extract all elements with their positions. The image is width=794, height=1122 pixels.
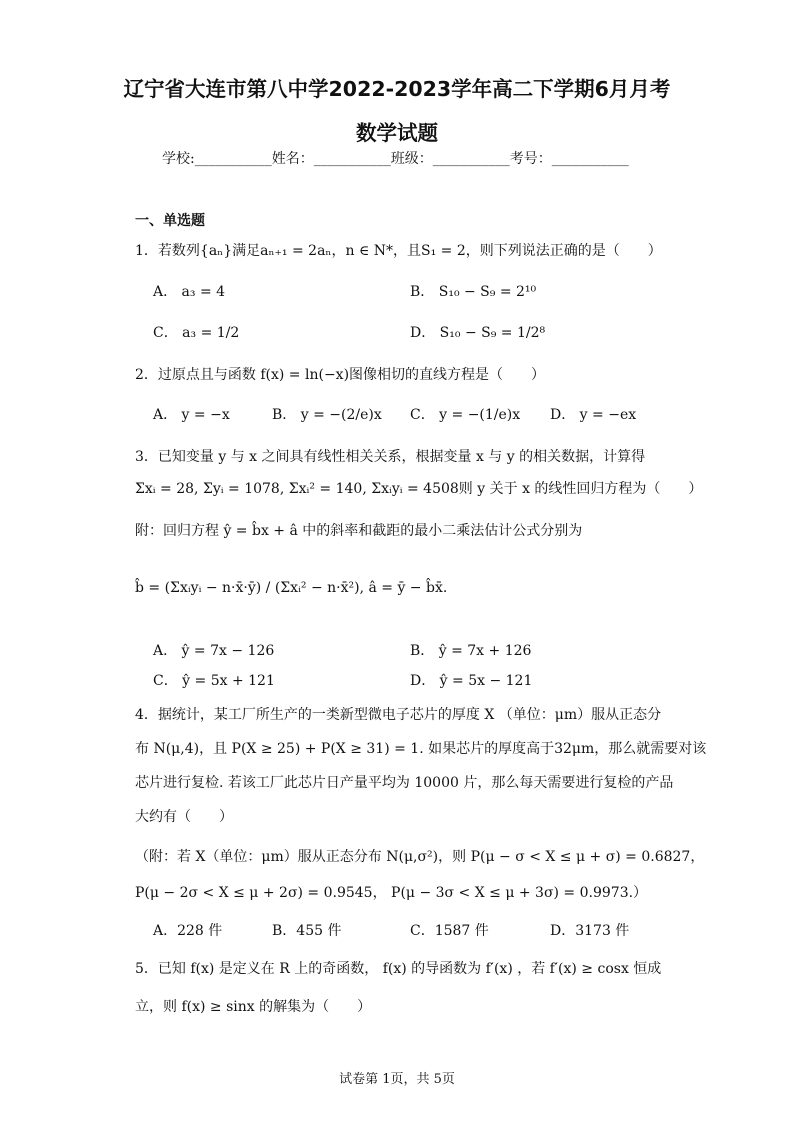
- section-title: 一、单选题: [135, 213, 205, 229]
- q2-stem: 2．过原点且与函数 f(x) = ln(−x)图像相切的直线方程是（ ）: [135, 367, 546, 383]
- q4-option-a: A．228 件: [153, 923, 223, 939]
- q2-option-c: C． y = −(1/e)x: [410, 407, 521, 423]
- q4-line3: 芯片进行复检. 若该工厂此芯片日产量平均为 10000 片，那么每天需要进行复检的产品: [135, 775, 674, 791]
- page-footer: 试卷第 1页，共 5页: [339, 1072, 455, 1087]
- q4-note1: （附：若 X（单位：μm）服从正态分布 N(μ,σ²)，则 P(μ − σ < X ≤ μ + σ) = 0.6827，: [135, 849, 705, 865]
- exam-subtitle: 数学试题: [356, 121, 438, 145]
- q4-line1: 4．据统计，某工厂所生产的一类新型微电子芯片的厚度 X （单位：μm）服从正态分: [135, 707, 662, 723]
- exam-title: 辽宁省大连市第八中学2022-2023学年高二下学期6月月考: [123, 77, 671, 101]
- q3-note: 附：回归方程 ŷ = b̂x + â 中的斜率和截距的最小二乘法估计公式分别为: [135, 523, 583, 539]
- q3-option-b: B． ŷ = 7x + 126: [410, 643, 532, 659]
- q1-option-c: C． a₃ = 1/2: [153, 325, 240, 341]
- q3-sums: Σxᵢ = 28, Σyᵢ = 1078, Σxᵢ² = 140, Σxᵢyᵢ = 4508则 y 关于 x 的线性回归方程为（ ）: [135, 481, 703, 497]
- q4-line2: 布 N(μ,4)，且 P(X ≥ 25) + P(X ≥ 31) = 1. 如果芯片的厚度高于32μm，那么就需要对该: [135, 741, 707, 757]
- q4-option-d: D．3173 件: [550, 923, 630, 939]
- q1-option-a: A． a₃ = 4: [153, 284, 226, 300]
- student-info-line: 学校:___________姓名：___________班级：___________考号：___________: [162, 151, 629, 167]
- q4-option-c: C．1587 件: [410, 923, 489, 939]
- q5-line2: 立，则 f(x) ≥ sinx 的解集为（ ）: [135, 999, 372, 1015]
- q3-option-c: C． ŷ = 5x + 121: [153, 673, 275, 689]
- q2-option-d: D． y = −ex: [550, 407, 637, 423]
- q3-option-d: D． ŷ = 5x − 121: [410, 673, 533, 689]
- q3-stem: 3．已知变量 y 与 x 之间具有线性相关关系，根据变量 x 与 y 的相关数据，计算得: [135, 449, 646, 465]
- q2-option-b: B． y = −(2/e)x: [272, 407, 382, 423]
- q5-line1: 5．已知 f(x) 是定义在 R 上的奇函数， f(x) 的导函数为 f′(x) ，若 f′(x) ≥ cosx 恒成: [135, 961, 662, 977]
- q3-option-a: A． ŷ = 7x − 126: [153, 643, 275, 659]
- q3-formula: b̂ = (Σxᵢyᵢ − n·x̄·ȳ) / (Σxᵢ² − n·x̄²), â = ȳ − b̂x̄.: [135, 580, 448, 596]
- q1-option-d: D． S₁₀ − S₉ = 1/2⁸: [410, 325, 546, 341]
- q4-line4: 大约有（ ）: [135, 809, 233, 825]
- q1-stem: 1．若数列{aₙ}满足aₙ₊₁ = 2aₙ，n ∈ N*，且S₁ = 2，则下列说法正确的是（ ）: [135, 243, 662, 259]
- q4-note2: P(μ − 2σ < X ≤ μ + 2σ) = 0.9545， P(μ − 3σ < X ≤ μ + 3σ) = 0.9973.）: [135, 885, 648, 901]
- q4-option-b: B．455 件: [272, 923, 342, 939]
- q1-option-b: B． S₁₀ − S₉ = 2¹⁰: [410, 284, 537, 300]
- q2-option-a: A． y = −x: [153, 407, 230, 423]
